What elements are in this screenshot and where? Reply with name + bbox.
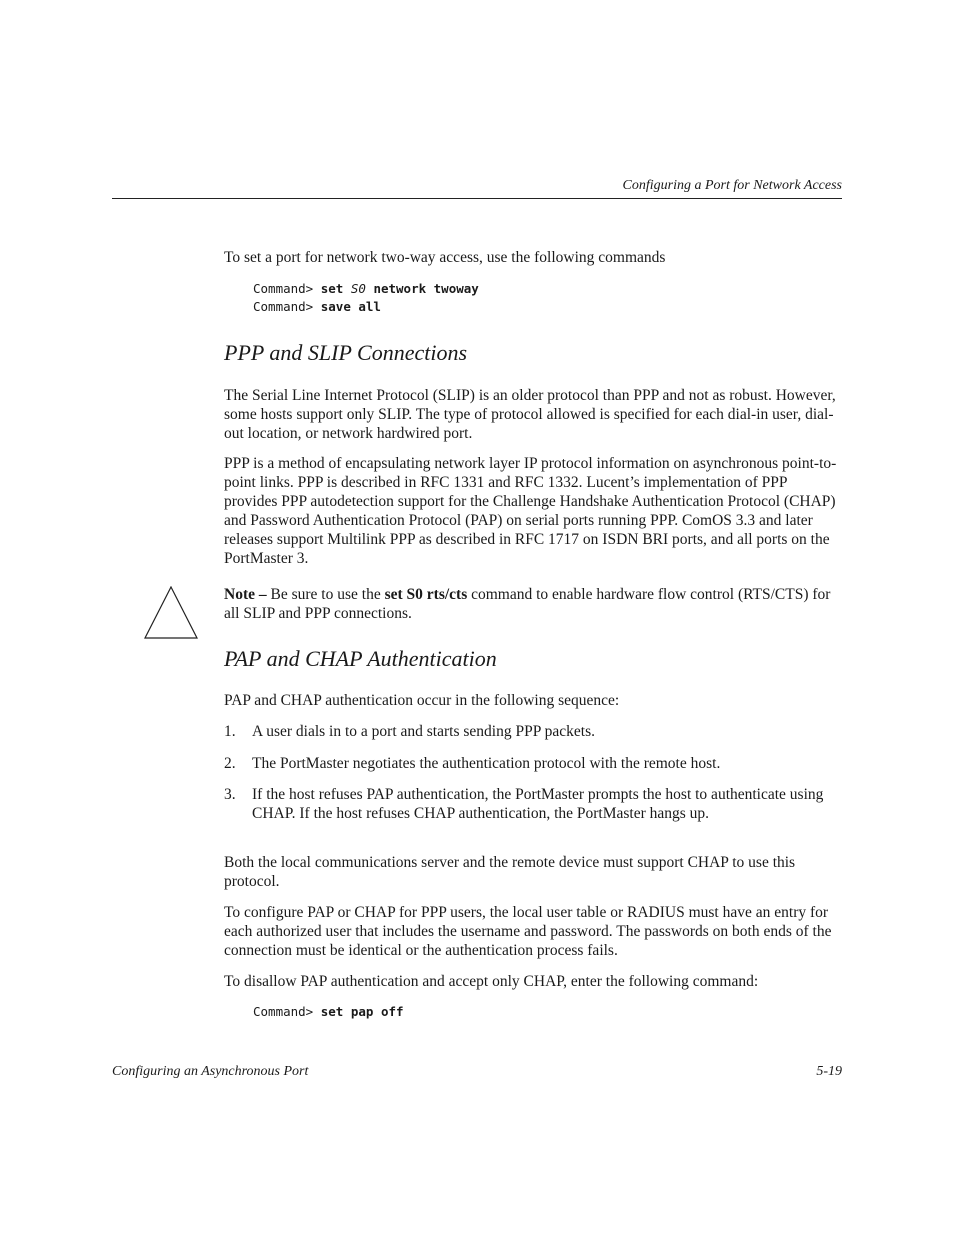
header-rule [112, 198, 842, 199]
page-number: 5-19 [816, 1064, 842, 1079]
list-item: A user dials in to a port and starts sending PPP packets. [252, 723, 595, 740]
command-keyword: set pap off [320, 1004, 404, 1019]
note-label: Note – [224, 586, 267, 603]
warning-triangle-icon [144, 586, 198, 640]
command-line-2 [253, 298, 381, 316]
slip-paragraph: The Serial Line Internet Protocol (SLIP) is an older protocol than PPP and not as robust. However, some hosts support only SLIP. The type of protocol allowed is specified for each dial-in user, dial-out location, or network hardwired port. [224, 387, 836, 442]
running-header: Configuring a Port for Network Access [622, 178, 842, 193]
list-item-number: 2. [224, 755, 236, 772]
list-item: If the host refuses PAP authentication, the PortMaster prompts the host to authenticate using CHAP. If the host refuses CHAP authentication, the PortMaster hangs up. [252, 786, 824, 822]
pap-chap-intro: PAP and CHAP authentication occur in the following sequence: [224, 692, 620, 709]
note-command: set S0 rts/cts [384, 586, 468, 603]
note-paragraph: Note – Be sure to use the set S0 rts/cts command to enable hardware flow control (RTS/CTS) for all SLIP and PPP connections. [224, 586, 831, 622]
configure-paragraph: To configure PAP or CHAP for PPP users, the local user table or RADIUS must have an entry for each authorized user that includes the username and password. The passwords on both ends of the connection must be identical or the authentication process fails. [224, 904, 832, 959]
section-heading-ppp-slip: PPP and SLIP Connections [224, 340, 468, 365]
command-argument: S0 [350, 281, 366, 296]
command-line-3 [253, 1003, 404, 1021]
intro-paragraph: To set a port for network two-way access, use the following commands [224, 249, 666, 266]
list-item: The PortMaster negotiates the authentication protocol with the remote host. [252, 755, 721, 772]
command-prompt: Command> [253, 1004, 314, 1019]
command-prompt: Command> [253, 299, 314, 314]
list-item-number: 1. [224, 723, 236, 740]
command-keyword: save all [320, 299, 381, 314]
list-item-number: 3. [224, 786, 236, 803]
command-prompt: Command> [253, 281, 314, 296]
command-keyword: set [320, 281, 344, 296]
command-keyword: network twoway [373, 281, 479, 296]
footer-chapter-title: Configuring an Asynchronous Port [112, 1064, 309, 1079]
disallow-pap-paragraph: To disallow PAP authentication and accept only CHAP, enter the following command: [224, 973, 759, 990]
section-heading-pap-chap: PAP and CHAP Authentication [224, 646, 497, 671]
chap-support-paragraph: Both the local communications server and the remote device must support CHAP to use this protocol. [224, 854, 796, 890]
command-line-1 [253, 280, 479, 298]
ppp-paragraph: PPP is a method of encapsulating network layer IP protocol information on asynchronous point-to-point links. PPP is described in RFC 1331 and RFC 1332. Lucent’s implementation of PPP provides PPP autodetection support for the Challenge Handshake Authentication Protocol (CHAP) and Password Authentication Protocol (PAP) on serial ports running PPP. ComOS 3.3 and later releases support Multilink PPP as described in RFC 1717 on ISDN BRI ports, and all ports on the PortMaster 3. [224, 455, 837, 567]
